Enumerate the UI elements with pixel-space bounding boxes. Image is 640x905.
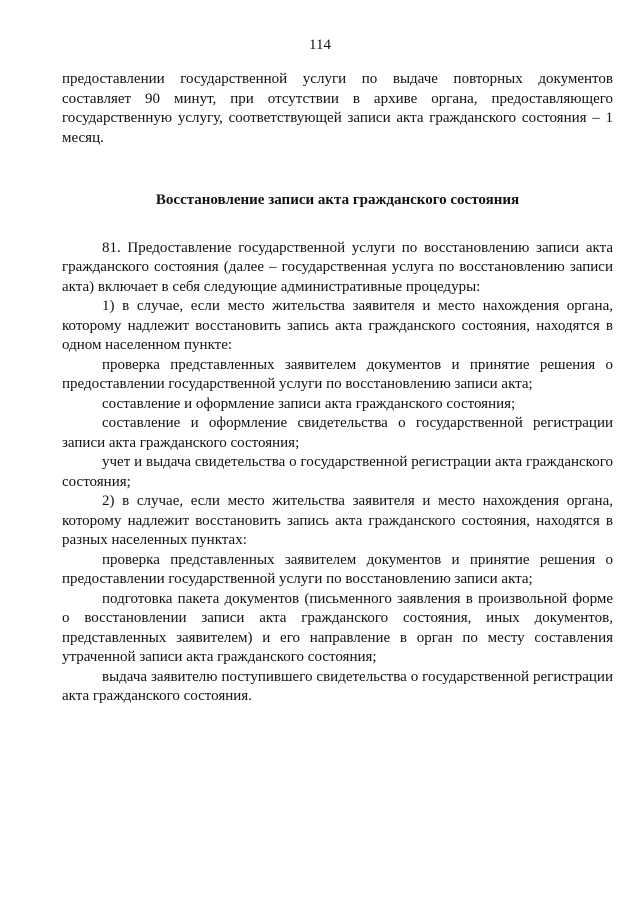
paragraph-procedure: составление и оформление записи акта гражданского состояния; bbox=[102, 395, 516, 412]
paragraph-81: 81. Предоставление государственной услуги по восстановлению записи акта гражданского состояния (далее – государственная услуга по восстановлению записи акта) включает в себя следующие административные процедуры: bbox=[62, 239, 613, 295]
paragraph-procedure: учет и выдача свидетельства о государственной регистрации акта гражданского состояния; bbox=[62, 454, 613, 490]
document-body bbox=[62, 70, 613, 707]
paragraph-procedure: подготовка пакета документов (письменного заявления в произвольной форме о восстановлении записи акта гражданского состояния, иных документов, представленных заявителем) и его направление в орган по месту составления утраченной записи акта гражданского состояния; bbox=[62, 590, 613, 665]
paragraph-case-2: 2) в случае, если место жительства заявителя и место нахождения органа, которому надлежит восстановить запись акта гражданского состояния, находятся в разных населенных пунктах: bbox=[62, 493, 613, 548]
paragraph-procedure: выдача заявителю поступившего свидетельства о государственной регистрации акта гражданского состояния. bbox=[62, 668, 613, 704]
paragraph-procedure: проверка представленных заявителем документов и принятие решения о предоставлении государственной услуги по восстановлению записи акта; bbox=[62, 551, 613, 587]
paragraph-procedure: составление и оформление свидетельства о государственной регистрации записи акта гражданского состояния; bbox=[62, 415, 613, 451]
page-number: 114 bbox=[309, 37, 331, 53]
section-heading: Восстановление записи акта гражданского состояния bbox=[155, 192, 520, 208]
paragraph-case-1: 1) в случае, если место жительства заявителя и место нахождения органа, которому надлежит восстановить запись акта гражданского состояния, находятся в одном населенном пункте: bbox=[62, 298, 613, 353]
paragraph-procedure: проверка представленных заявителем документов и принятие решения о предоставлении государственной услуги по восстановлению записи акта; bbox=[62, 356, 613, 392]
paragraph-continuation: предоставлении государственной услуги по выдаче повторных документов составляет 90 минут, при отсутствии в архиве органа, предоставляющего государственную услугу, соответствующей записи акта гражданского состояния – 1 месяц. bbox=[62, 71, 613, 146]
